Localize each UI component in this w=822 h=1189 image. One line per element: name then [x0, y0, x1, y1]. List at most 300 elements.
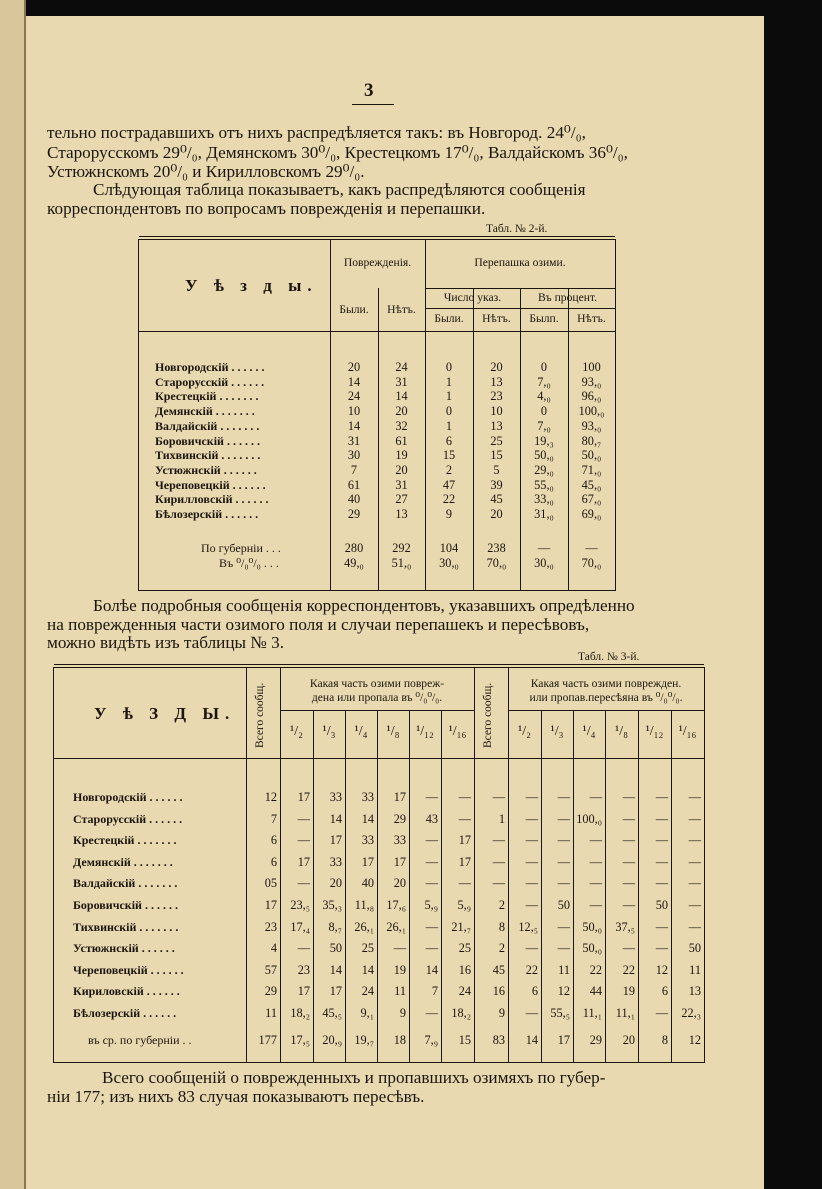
para2-line2: корреспондентовъ по вопросамъ поврежденія и перепашки.: [47, 199, 486, 218]
table3-cell: 12: [264, 790, 277, 804]
table3-cell: 8: [498, 919, 505, 934]
table3-cell: 20: [393, 876, 406, 891]
table3-cell: —: [525, 833, 538, 848]
table2-cell: 80,₇: [581, 433, 602, 448]
table3-row-name: Устюжнскій . . . . . .: [73, 941, 175, 956]
table2-header-plough: Перепашка озими.: [474, 256, 566, 269]
page-number: 3: [364, 80, 374, 101]
table2-cell: 39: [490, 477, 503, 492]
table2-pct-cell: 30,₀: [439, 556, 459, 570]
table3-cell: 50: [688, 941, 701, 956]
table2-cell: 71,₀: [581, 462, 602, 477]
table2-cell: 4,₀: [537, 389, 551, 404]
para4-line2: ніи 177; изъ нихъ 83 случая показываютъ пересѣвъ.: [47, 1087, 425, 1106]
table3-cell: —: [655, 876, 668, 891]
table3-row-name: Валдайскій . . . . . . .: [73, 876, 178, 891]
table3-header-part2: Какая часть озими поврежден.: [530, 677, 682, 690]
table2-cell: 7,₀: [537, 418, 551, 433]
table2-pct-cell: 51,₀: [391, 556, 412, 570]
table3-cell: 11: [265, 1006, 277, 1020]
table3-total-cell: 8: [661, 1033, 668, 1047]
table2-header-percent: Въ процент.: [537, 291, 598, 304]
table3-fraction-header: ¹/₁₂: [645, 724, 664, 739]
table3-cell: 20: [329, 876, 342, 891]
table3-cell: 9,₁: [360, 1006, 374, 1020]
table2-cell: 7: [350, 462, 358, 477]
table-3: [53, 667, 705, 1063]
table3-cell: 17,₆: [386, 898, 406, 912]
table3-cell: —: [589, 833, 602, 848]
table3-cell: —: [297, 833, 310, 848]
table2-cell: 5: [493, 462, 500, 477]
table3-cell: —: [492, 790, 505, 804]
table3-cell: 33: [329, 790, 342, 804]
para1-line3: Устюжнскомъ 20⁰/₀ и Кирилловскомъ 29⁰/₀.: [47, 162, 365, 181]
table3-cell: 50,₀: [582, 941, 602, 956]
table2-cell: 23: [490, 389, 503, 404]
table3-total-cell: 15: [458, 1033, 471, 1047]
table3-header-part1: Какая часть озими повреж-: [309, 677, 445, 690]
table3-cell: 22,₃: [681, 1006, 701, 1020]
table3-row-name: Череповецкій . . . . . .: [73, 962, 184, 977]
table2-header-uezdy: У ѣ з д ы.: [185, 276, 318, 295]
table2-cell: 1: [445, 389, 453, 404]
table2-total-label: По губерніи . . .: [201, 541, 281, 555]
table3-cell: —: [525, 1006, 538, 1020]
table3-cell: 14: [329, 962, 342, 977]
table3-header-uezdy: У ѣ З Д Ы.: [94, 704, 236, 723]
table3-cell: 16: [492, 984, 505, 999]
table2-pct-cell: 70,₀: [581, 556, 602, 570]
table3-row-name: Бѣлозерскій . . . . . .: [73, 1006, 177, 1020]
table2-cell: 14: [347, 374, 361, 389]
table3-cell: 11,₁: [615, 1006, 635, 1020]
table2-cell: 0: [540, 360, 548, 374]
table2-cell: 24: [395, 360, 408, 374]
table3-cell: —: [492, 876, 505, 891]
table2-cell: 15: [490, 448, 503, 463]
table3-cell: 23: [297, 962, 310, 977]
table2-cell: 40: [347, 492, 361, 507]
table2-cell: 10: [490, 404, 503, 419]
table3-cell: —: [525, 876, 538, 891]
table3-cell: 9: [498, 1006, 505, 1020]
table3-cell: —: [655, 833, 668, 848]
table2-total-cell: —: [537, 541, 551, 555]
table2-cell: 45: [490, 492, 503, 507]
table3-cell: 6: [531, 984, 538, 999]
table3-cell: 6: [270, 833, 277, 848]
table2-cell: 31: [347, 433, 361, 448]
table3-cell: —: [688, 811, 701, 826]
table2-cell: 100,₀: [578, 404, 605, 419]
table3-row-name: Боровичскій . . . . . .: [73, 898, 178, 912]
table3-cell: —: [525, 941, 538, 956]
table2-cell: 69,₀: [581, 507, 602, 521]
table3-cell: —: [655, 941, 668, 956]
table2-row-name: Старорусскій . . . . . .: [155, 374, 265, 389]
table3-cell: 17: [297, 984, 310, 999]
table2-pct-cell: 49,₀: [344, 556, 364, 570]
table2-cell: 31: [395, 477, 408, 492]
table2-cell: 20: [490, 507, 503, 521]
table3-cell: —: [297, 811, 310, 826]
table2-row-name: Бѣлозерскій . . . . . .: [155, 507, 259, 521]
para3-line2: на поврежденныя части озимого поля и случаи перепашекъ и пересѣвовъ,: [47, 615, 590, 634]
table3-cell: 50: [655, 898, 668, 912]
table3-cell: —: [458, 876, 471, 891]
table3-fraction-header: ¹/₈: [615, 724, 628, 739]
table3-cell: 25: [458, 941, 471, 956]
table3-cell: 19: [393, 962, 406, 977]
table2-total-cell: 280: [344, 541, 364, 555]
table3-cell: —: [557, 790, 570, 804]
table3-total-cell: 83: [492, 1033, 505, 1047]
table3-cell: —: [557, 876, 570, 891]
table3-fraction-header: ¹/₂: [518, 724, 531, 739]
table3-cell: 24: [361, 984, 374, 999]
table3-cell: 2: [498, 898, 505, 912]
table3-cell: —: [425, 941, 438, 956]
table2-cell: 55,₀: [534, 477, 554, 492]
table2-cell: 93,₀: [581, 374, 602, 389]
table2-cell: 15: [442, 448, 456, 463]
table3-cell: 14: [329, 811, 342, 826]
table3-cell: 17: [264, 898, 277, 912]
table2-cell: 9: [445, 507, 453, 521]
table3-cell: 50: [329, 941, 342, 956]
table2-cell: 0: [540, 404, 548, 419]
table3-cell: —: [589, 854, 602, 869]
table3-cell: —: [458, 811, 471, 826]
table2-total-cell: —: [585, 541, 598, 555]
table3-cell: —: [425, 876, 438, 891]
table3-cell: 17: [393, 790, 406, 804]
table2-total-cell: 238: [487, 541, 506, 555]
table3-cell: —: [425, 919, 438, 934]
table3-cell: 25: [361, 941, 374, 956]
left-page-edge: [0, 0, 26, 1189]
table3-header-part1b: дена или пропала въ ⁰/₀⁰/₀.: [311, 691, 443, 704]
table3-total-cell: 14: [525, 1033, 538, 1047]
table2-row-name: Череповецкій . . . . . .: [155, 477, 266, 492]
table2-cell: 6: [445, 433, 453, 448]
table3-cell: 6: [270, 854, 277, 869]
table3-cell: 26,₁: [386, 919, 406, 934]
table2-cell: 22: [442, 492, 456, 507]
table3-cell: —: [458, 790, 471, 804]
table3-row-name: Кириловскій . . . . . .: [73, 984, 180, 999]
table3-header-total: Всего сообщ.: [254, 682, 266, 748]
table3-cell: 26,₁: [354, 919, 374, 934]
table3-cell: 45: [492, 962, 505, 977]
table3-cell: —: [492, 833, 505, 848]
table2-cell: 13: [490, 374, 503, 389]
table2-header-count: Число указ.: [443, 291, 502, 304]
table3-cell: 21,₇: [451, 919, 471, 934]
table2-header-no2: Нѣтъ.: [482, 312, 511, 325]
table3-cell: 1: [498, 811, 505, 826]
table3-cell: 16: [458, 962, 471, 977]
table3-fraction-header: ¹/₃: [322, 724, 336, 739]
table-2: [138, 239, 616, 591]
table3-header-part2b: или пропав.пересѣяна въ ⁰/₀⁰/₀.: [529, 691, 683, 704]
table3-cell: 11: [558, 962, 570, 977]
table3-cell: 23,₅: [290, 898, 310, 912]
para3-line3: можно видѣть изъ таблицы № 3.: [47, 633, 284, 652]
table2-cell: 50,₀: [581, 448, 602, 463]
table3-fraction-header: ¹/₁₆: [448, 724, 467, 739]
para2-line1: Слѣдующая таблица показываетъ, какъ распредѣляются сообщенія: [93, 180, 586, 199]
table3-cell: 17: [297, 790, 310, 804]
table3-cell: 8,₇: [328, 919, 342, 934]
table2-row-name: Тихвинскій . . . . . . .: [155, 448, 261, 463]
table3-cell: 14: [425, 962, 438, 977]
table3-cell: 17: [458, 854, 471, 869]
table2-header-yes: Были.: [339, 303, 369, 316]
para3-line1: Болѣе подробныя сообщенія корреспондентовъ, указавшихъ опредѣленно: [93, 596, 635, 615]
table2-row-name: Крестецкій . . . . . . .: [155, 389, 259, 404]
table2-cell: 67,₀: [581, 492, 602, 507]
table3-cell: —: [557, 854, 570, 869]
table3-cell: —: [655, 854, 668, 869]
table3-cell: —: [688, 833, 701, 848]
table2-cell: 13: [395, 507, 408, 521]
table2-cell: 32: [395, 418, 408, 433]
table2-cell: 13: [490, 418, 503, 433]
table3-cell: —: [425, 790, 438, 804]
table2-cell: 27: [395, 492, 408, 507]
table2-cell: 0: [445, 360, 453, 374]
table3-cell: 17: [361, 854, 374, 869]
table3-cell: 17: [458, 833, 471, 848]
table3-cell: 11,₈: [354, 898, 374, 912]
table3-cell: —: [589, 898, 602, 912]
table3-total-label: въ ср. по губерніи . .: [88, 1033, 192, 1047]
table3-cell: —: [589, 876, 602, 891]
table2-cell: 29,₀: [534, 462, 554, 477]
table3-cell: —: [688, 790, 701, 804]
table3-total-cell: 7,₉: [424, 1033, 438, 1047]
table3-cell: —: [622, 898, 635, 912]
table2-cell: 24: [347, 389, 361, 404]
para4-line1: Всего сообщеній о поврежденныхъ и пропавшихъ озимяхъ по губер-: [102, 1068, 606, 1087]
table3-cell: 23: [264, 919, 277, 934]
table3-cell: —: [393, 941, 406, 956]
table3-cell: —: [622, 876, 635, 891]
table3-cell: —: [297, 941, 310, 956]
table3-row-name: Новгородскій . . . . . .: [73, 790, 183, 804]
table3-cell: 33: [393, 833, 406, 848]
table3-cell: 4: [270, 941, 277, 956]
table3-cell: —: [425, 833, 438, 848]
table3-cell: 13: [688, 984, 701, 999]
table3-cell: 33: [361, 833, 374, 848]
table3-cell: 33: [361, 790, 374, 804]
table2-cell: 31,₀: [534, 507, 554, 521]
table3-cell: 17,₄: [290, 919, 310, 934]
table3-cell: —: [297, 876, 310, 891]
table3-cell: 29: [393, 811, 406, 826]
table3-cell: —: [557, 833, 570, 848]
table2-cell: 20: [490, 360, 503, 374]
table2-cell: 7,₀: [537, 374, 551, 389]
table3-cell: 40: [361, 876, 374, 891]
table3-cell: 2: [498, 941, 505, 956]
table3-cell: 37,₅: [615, 919, 635, 934]
table3-cell: —: [688, 919, 701, 934]
table3-cell: —: [622, 854, 635, 869]
table2-header-damage: Поврежденія.: [343, 256, 412, 269]
table3-cell: 17: [329, 984, 342, 999]
table2-cell: 100: [582, 360, 601, 374]
table2-row-name: Новгородскій . . . . . .: [155, 360, 265, 374]
table2-cell: 29: [347, 507, 361, 521]
table3-cell: 05: [264, 876, 277, 891]
table3-cell: —: [622, 833, 635, 848]
table2-cell: 61: [395, 433, 408, 448]
table2-header-no3: Нѣтъ.: [577, 312, 606, 325]
table2-cell: 30: [347, 448, 361, 463]
table2-cell: 33,₀: [534, 492, 554, 507]
table3-cell: —: [557, 811, 570, 826]
table3-cell: —: [525, 854, 538, 869]
table3-cell: —: [655, 1006, 668, 1020]
table3-cell: —: [425, 854, 438, 869]
table2-row-name: Боровичскій . . . . . .: [155, 433, 260, 448]
table3-cell: 100,₀: [576, 811, 602, 826]
table3-total-cell: 20: [622, 1033, 635, 1047]
table3-cell: 7: [270, 811, 277, 826]
table3-cell: —: [622, 811, 635, 826]
table3-total-cell: 177: [258, 1033, 277, 1047]
table3-cell: —: [557, 941, 570, 956]
table3-cell: 5,₉: [457, 898, 471, 912]
table3-total-cell: 20,₉: [322, 1033, 342, 1047]
table3-cell: 19: [622, 984, 635, 999]
table3-cell: 6: [661, 984, 668, 999]
table3-cell: 45,₅: [322, 1006, 342, 1020]
table3-cell: —: [425, 1006, 438, 1020]
table3-cell: 57: [264, 962, 277, 977]
table3-fraction-header: ¹/₂: [290, 724, 303, 739]
table2-pct-cell: 30,₀: [534, 556, 554, 570]
table2-cell: 93,₀: [581, 418, 602, 433]
table3-row-name: Демянскій . . . . . . .: [73, 854, 173, 869]
table3-cell: 33: [329, 854, 342, 869]
table3-total-cell: 29: [589, 1033, 602, 1047]
table2-total-cell: 104: [439, 541, 459, 555]
table3-row-name: Крестецкій . . . . . . .: [73, 833, 177, 848]
table3-cell: —: [655, 790, 668, 804]
table3-fraction-header: ¹/₁₂: [416, 724, 434, 739]
table3-row-name: Старорусскій . . . . . .: [73, 811, 183, 826]
table3-cell: 14: [361, 962, 374, 977]
table3-cell: —: [589, 790, 602, 804]
table2-pct-cell: 70,₀: [486, 556, 507, 570]
table3-cell: 11,₁: [582, 1006, 602, 1020]
table2-cell: 2: [445, 462, 453, 477]
table3-cell: 17: [329, 833, 342, 848]
table3-cell: 22: [622, 962, 635, 977]
table3-fraction-header: ¹/₄: [582, 724, 596, 739]
table3-total-cell: 17,₅: [290, 1033, 310, 1047]
table3-cell: 5,₉: [424, 898, 438, 912]
table2-cell: 14: [395, 389, 408, 404]
table2-cell: 96,₀: [581, 389, 602, 404]
table2-cell: 1: [445, 418, 453, 433]
table3-cell: —: [688, 854, 701, 869]
table3-cell: 7: [431, 984, 438, 999]
table3-cell: 18,₂: [451, 1006, 471, 1020]
table2-row-name: Кирилловскій . . . . . .: [155, 492, 269, 507]
table2-cell: 1: [445, 374, 453, 389]
table3-caption: Табл. № 3-й.: [578, 651, 640, 663]
table2-cell: 19: [395, 448, 408, 463]
table2-header-yes3: Былп.: [529, 312, 559, 325]
table2-row-name: Демянскій . . . . . . .: [155, 404, 255, 419]
table3-cell: —: [688, 898, 701, 912]
table3-total-cell: 17: [557, 1033, 570, 1047]
table3-fraction-header: ¹/₃: [550, 724, 564, 739]
table3-fraction-header: ¹/₈: [386, 724, 400, 739]
table3-cell: 44: [589, 984, 602, 999]
table2-cell: 19,₃: [534, 433, 554, 448]
table3-cell: 22: [525, 962, 538, 977]
table3-cell: 22: [589, 962, 602, 977]
table3-cell: —: [492, 854, 505, 869]
table2-cell: 0: [445, 404, 453, 419]
table3-fraction-header: ¹/₁₆: [678, 724, 697, 739]
table2-header-yes2: Были.: [434, 312, 464, 325]
table2-total-cell: 292: [392, 541, 411, 555]
para1-line1: тельно пострадавшихъ отъ нихъ распредѣляется такъ: въ Новгород. 24⁰/₀,: [47, 123, 586, 142]
table3-cell: 9: [399, 1006, 406, 1020]
table3-cell: —: [525, 790, 538, 804]
table3-cell: —: [622, 790, 635, 804]
table3-cell: 11: [394, 984, 406, 999]
table3-total-cell: 18: [393, 1033, 406, 1047]
table2-cell: 20: [395, 404, 408, 419]
table3-cell: 18,₂: [290, 1006, 310, 1020]
table2-cell: 45,₀: [581, 477, 602, 492]
table3-cell: 29: [264, 984, 277, 999]
table2-row-name: Валдайскій . . . . . . .: [155, 418, 260, 433]
table2-cell: 31: [395, 374, 408, 389]
table3-cell: —: [622, 941, 635, 956]
table3-cell: —: [688, 876, 701, 891]
table2-cell: 14: [347, 418, 361, 433]
table3-header-total2: Всего сообщ.: [482, 682, 494, 748]
table3-cell: —: [525, 811, 538, 826]
table3-cell: 35,₃: [322, 898, 342, 912]
table2-row-name: Устюжнскій . . . . . .: [155, 462, 257, 477]
table3-fraction-header: ¹/₄: [354, 724, 368, 739]
table3-cell: —: [655, 811, 668, 826]
table2-cell: 25: [490, 433, 503, 448]
table2-cell: 50,₀: [534, 448, 554, 463]
table3-cell: 12,₅: [518, 919, 538, 934]
table3-cell: 17: [297, 854, 310, 869]
table3-cell: 17: [393, 854, 406, 869]
table2-header-no: Нѣтъ.: [387, 303, 416, 316]
table2-caption: Табл. № 2-й.: [486, 223, 548, 235]
table3-cell: 50: [557, 898, 570, 912]
table3-cell: 12: [655, 962, 668, 977]
table3-cell: 43: [425, 811, 438, 826]
table3-cell: 55,₅: [550, 1006, 570, 1020]
table2-cell: 20: [347, 360, 361, 374]
